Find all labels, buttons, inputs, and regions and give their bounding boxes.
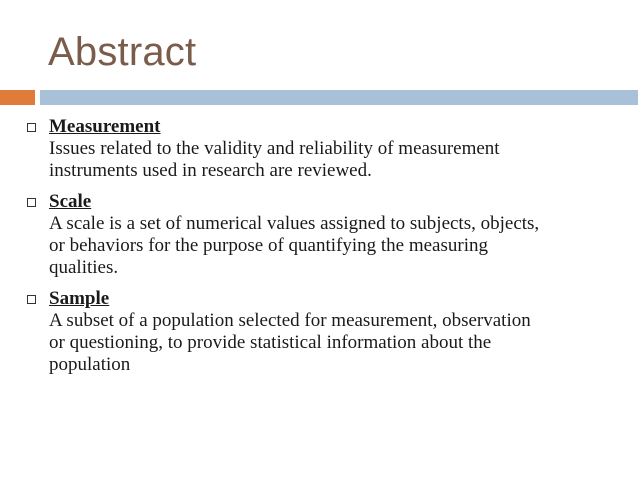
slide-title: Abstract [48, 30, 197, 74]
checkbox-icon [27, 295, 36, 304]
bullet-item-measurement [27, 116, 617, 182]
bullet-body: A scale is a set of numerical values assigned to subjects, objects, or behaviors for the purpose of quantifying the measuring qualities. [49, 213, 540, 278]
checkbox-icon [27, 198, 36, 207]
bullet-list [27, 116, 617, 385]
checkbox-icon [27, 123, 36, 132]
accent-bar [0, 90, 35, 105]
bullet-heading: Scale [49, 191, 92, 212]
bullet-item-sample [27, 288, 617, 376]
bullet-body: A subset of a population selected for measurement, observation or questioning, to provide statistical information about the population [49, 310, 531, 375]
bullet-heading: Measurement [49, 116, 161, 137]
bullet-heading: Sample [49, 288, 110, 309]
bullet-body: Issues related to the validity and reliability of measurement instruments used in research are reviewed. [49, 138, 500, 181]
bullet-item-scale [27, 191, 617, 279]
title-underline-bar [40, 90, 638, 105]
